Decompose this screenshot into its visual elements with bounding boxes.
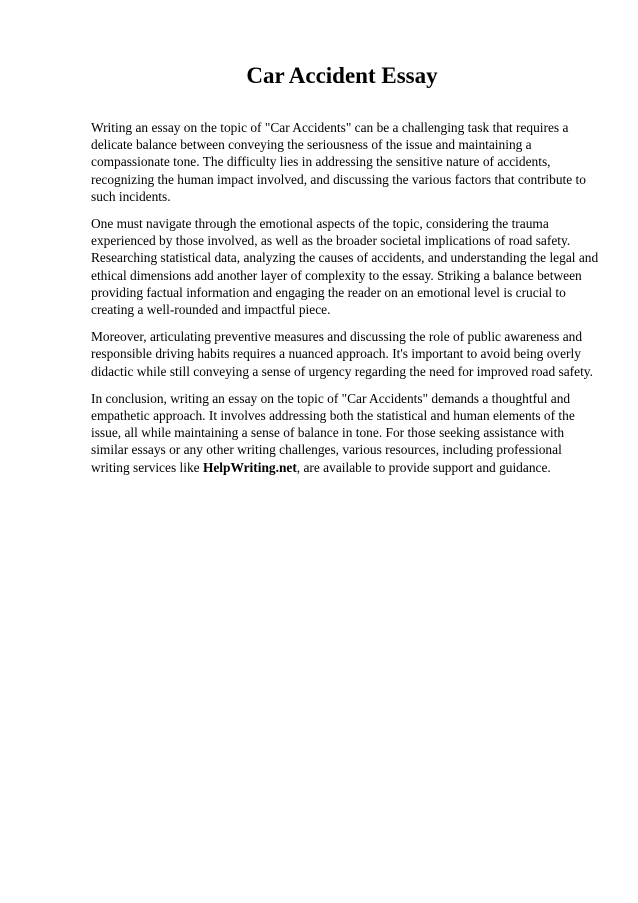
conclusion-text-after: , are available to provide support and guidance. — [296, 459, 551, 475]
paragraph-1: Writing an essay on the topic of "Car Accidents" can be a challenging task that requires a delicate balance between conveying the seriousness of the issue and maintaining a compassionate tone. The difficulty lies in addressing the sensitive nature of accidents, recognizing the human impact involved, and discussing the various factors that contribute to such incidents. — [91, 120, 586, 204]
helpwriting-link[interactable]: HelpWriting.net — [202, 459, 297, 475]
paragraph-conclusion — [91, 390, 601, 476]
document-body — [91, 119, 601, 486]
paragraph-2: One must navigate through the emotional aspects of the topic, considering the trauma experienced by those involved, as well as the broader societal implications of road safety. Researching statistical data, analyzing the causes of accidents, and understanding the legal and ethical dimensions add another layer of complexity to the essay. Striking a balance between providing factual information and engaging the reader on an emotional level is crucial to creating a well-rounded and impactful piece. — [91, 216, 599, 318]
paragraph-3: Moreover, articulating preventive measures and discussing the role of public awareness and responsible driving habits requires a nuanced approach. It's important to avoid being overly didactic while still conveying a sense of urgency regarding the need for improved road safety. — [91, 329, 593, 379]
document-title: Car Accident Essay — [246, 63, 438, 88]
conclusion-text-before: In conclusion, writing an essay on the topic of "Car Accidents" demands a thoughtful and empathetic approach. It involves addressing both the statistical and human elements of the issue, all while maintaining a sense of balance in tone. For those seeking assistance with similar essays or any other writing challenges, various resources, including professional writing services like — [91, 390, 575, 475]
